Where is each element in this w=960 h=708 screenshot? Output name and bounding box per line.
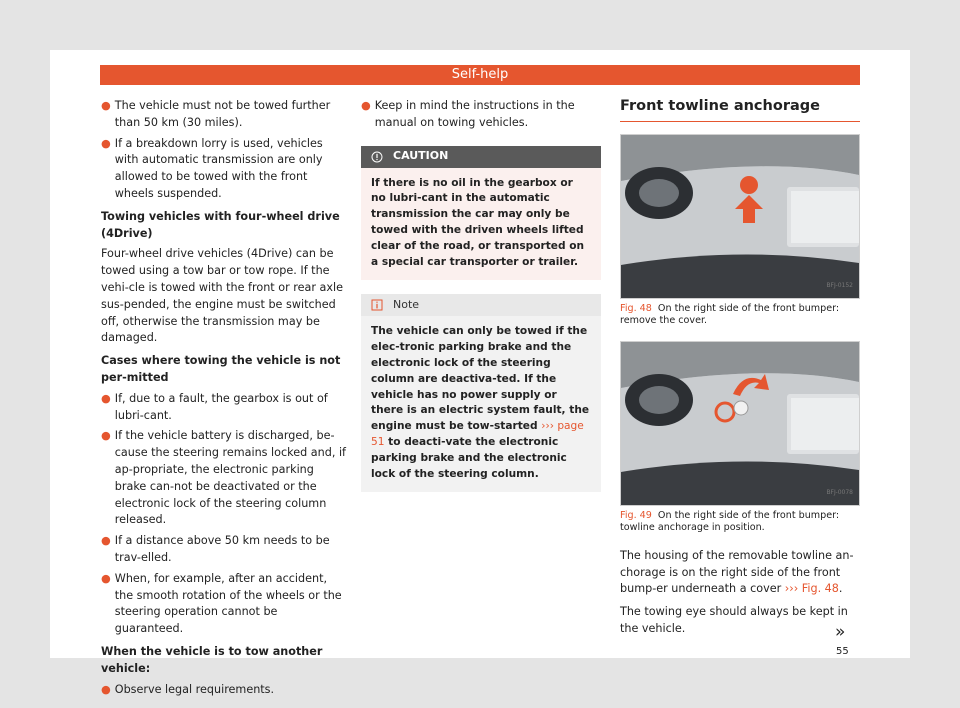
- figure-49-caption: Fig. 49 On the right side of the front bumper: towline anchorage in position.: [620, 509, 840, 533]
- caution-icon: [371, 151, 383, 163]
- caution-title: CAUTION: [393, 149, 449, 163]
- heading-tow-another: When the vehicle is to tow another vehicle:: [101, 644, 323, 675]
- caution-header: [361, 146, 601, 168]
- paragraph-4drive: Four-wheel drive vehicles (4Drive) can be towed using a tow bar or tow rope. If the vehi-cle is towed with the front or rear axle sus-pended, the engine must be switched off, otherwise the transmission may be damaged.: [101, 247, 343, 345]
- heading-4drive: Towing vehicles with four-wheel drive (4Drive): [101, 209, 340, 240]
- note-box: [361, 294, 601, 492]
- figure-code: BFJ-0078: [826, 489, 853, 496]
- figure-49-image: [620, 341, 860, 506]
- list-item: ● The vehicle must not be towed further than 50 km (30 miles).: [101, 98, 347, 132]
- figure-reference-link[interactable]: ››› Fig. 48: [784, 582, 839, 596]
- figure-code: BFJ-0152: [826, 282, 853, 289]
- figure-48-image: [620, 134, 860, 299]
- figure-48-caption: Fig. 48 On the right side of the front bumper: remove the cover.: [620, 302, 840, 326]
- bullet-icon: ●: [101, 99, 111, 112]
- column-right: [620, 98, 860, 644]
- bullet-icon: ●: [101, 136, 111, 150]
- list-item: ● If a distance above 50 km needs to be trav-elled.: [101, 533, 347, 567]
- bullet-icon: ●: [101, 429, 111, 443]
- column-middle: [361, 98, 601, 504]
- bullet-icon: ●: [101, 391, 111, 405]
- bullet-icon: ●: [361, 99, 371, 112]
- note-icon: [371, 299, 383, 311]
- bullet-icon: ●: [101, 534, 111, 548]
- column-left: [101, 98, 347, 702]
- continue-marker: »: [835, 622, 846, 642]
- caution-box: [361, 146, 601, 281]
- caution-body: If there is no oil in the gearbox or no lubri-cant in the automatic transmission the car may only be towed with the driven wheels lifted clear of the road, or transported on a special car transporter or trailer.: [361, 168, 601, 281]
- page-number: 55: [836, 646, 849, 657]
- note-header: [361, 294, 601, 316]
- bullet-icon: ●: [101, 571, 111, 585]
- list-item: ● If the vehicle battery is discharged, be-cause the steering remains locked and, if ap-propriate, the electronic parking brake can-not be deactivated or the electronic lock of the steering column released.: [101, 428, 347, 529]
- bullet-icon: ●: [101, 682, 111, 696]
- paragraph-housing: The housing of the removable towline an-chorage is on the right side of the front bump-er underneath a cover ››› Fig. 48.: [620, 548, 854, 596]
- list-item: ● Keep in mind the instructions in the manual on towing vehicles.: [361, 98, 601, 132]
- list-item: ● If, due to a fault, the gearbox is out of lubri-cant.: [101, 391, 347, 425]
- list-item: ● When, for example, after an accident, the smooth rotation of the wheels or the steering operation cannot be guaranteed.: [101, 571, 347, 638]
- list-item: ● If a breakdown lorry is used, vehicles with automatic transmission are only allowed to be towed with the front wheels suspended.: [101, 136, 347, 203]
- list-item: ● Observe legal requirements.: [101, 682, 347, 699]
- page-reference-link[interactable]: ››› page 51: [371, 420, 584, 448]
- heading-not-permitted: Cases where towing the vehicle is not per-mitted: [101, 354, 341, 384]
- note-title: Note: [393, 297, 420, 311]
- paragraph-towing-eye: The towing eye should always be kept in the vehicle.: [620, 605, 848, 635]
- section-title: Front towline anchorage: [620, 98, 860, 122]
- section-header: Self-help: [100, 65, 860, 85]
- note-body: The vehicle can only be towed if the elec-tronic parking brake and the electronic lock of the steering column are deactiva-ted. If the vehicle has no power supply or there is an electric system fault, the engine must be tow-started ››› page 51 to deacti-vate the electronic parking brake and the electronic lock of the steering column.: [371, 325, 590, 480]
